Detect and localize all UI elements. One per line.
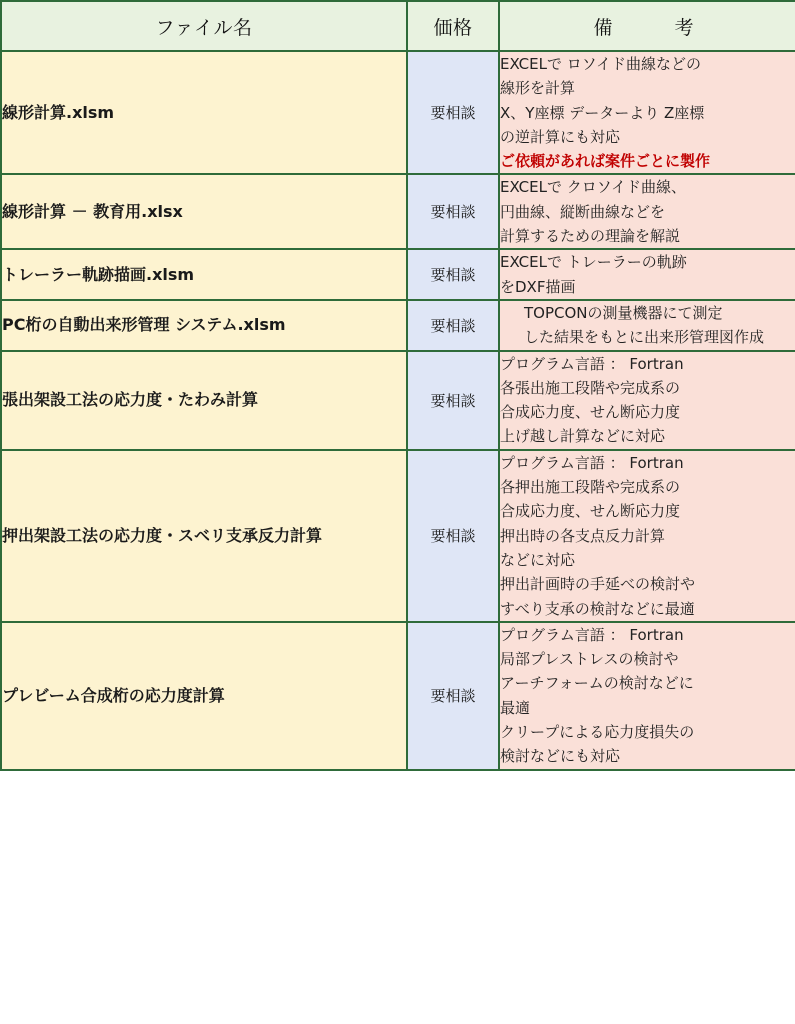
note-line: などに対応 <box>500 550 576 569</box>
note-line: 検討などにも対応 <box>500 747 621 766</box>
cell-price: 要相談 <box>407 351 499 450</box>
note-line: 線形を計算 <box>500 79 576 98</box>
note-line: EXCELで クロソイド曲線、 <box>500 178 686 197</box>
note-line: 押出時の各支点反力計算 <box>500 526 666 545</box>
note-line: の逆計算にも対応 <box>500 127 621 146</box>
note-line: プログラム言語 ： Fortran <box>500 354 684 373</box>
cell-note <box>499 351 795 450</box>
note-line: 最適 <box>500 698 531 717</box>
note-line: 局部プレストレスの検討や <box>500 650 679 669</box>
cell-note <box>499 174 795 249</box>
cell-filename: 押出架設工法の応力度・スベリ支承反力計算 <box>1 450 407 622</box>
cell-filename: 張出架設工法の応力度・たわみ計算 <box>1 351 407 450</box>
cell-price: 要相談 <box>407 51 499 174</box>
cell-price: 要相談 <box>407 450 499 622</box>
note-line: クリープによる応力度損失の <box>500 723 695 742</box>
table-header-row <box>1 1 795 51</box>
table-row <box>1 450 795 622</box>
cell-price: 要相談 <box>407 300 499 351</box>
cell-note <box>499 300 795 351</box>
cell-price: 要相談 <box>407 249 499 300</box>
note-line: 押出計画時の手延べの検討や <box>500 575 696 594</box>
table-row <box>1 351 795 450</box>
table-body <box>1 51 795 770</box>
note-line: 円曲線、縦断曲線などを <box>500 202 666 221</box>
note-line: アーチフォームの検討などに <box>500 674 694 693</box>
note-line: 各押出施工段階や完成系の <box>500 478 681 497</box>
note-line: EXCELで ロソイド曲線などの <box>500 55 701 73</box>
cell-price: 要相談 <box>407 174 499 249</box>
table-row <box>1 622 795 770</box>
note-line: した結果をもとに出来形管理図作成 <box>524 328 765 347</box>
note-line: 合成応力度、せん断応力度 <box>500 403 681 422</box>
cell-filename: PC桁の自動出来形管理 システム.xlsm <box>1 300 407 351</box>
note-line: をDXF描画 <box>500 277 576 296</box>
note-line: EXCELで トレーラーの軌跡 <box>500 253 687 272</box>
note-line: 計算するための理論を解説 <box>500 227 681 246</box>
cell-price: 要相談 <box>407 622 499 770</box>
table-row <box>1 300 795 351</box>
note-line: X、Y座標 データーより Z座標 <box>500 103 705 122</box>
column-header-price: 価格 <box>407 1 499 51</box>
note-line: 合成応力度、せん断応力度 <box>500 502 681 521</box>
cell-filename: 線形計算.xlsm <box>1 51 407 174</box>
note-line: プログラム言語 ： Fortran <box>500 625 684 644</box>
cell-note <box>499 622 795 770</box>
note-line: TOPCONの測量機器にて測定 <box>524 303 723 322</box>
table-row <box>1 174 795 249</box>
note-line: 上げ越し計算などに対応 <box>500 427 666 446</box>
cell-filename: 線形計算 － 教育用.xlsx <box>1 174 407 249</box>
table-row <box>1 51 795 174</box>
column-header-note: 備 考 <box>499 1 795 51</box>
note-line: すべり支承の検討などに最適 <box>500 599 695 618</box>
column-header-filename: ファイル名 <box>1 1 407 51</box>
note-line-highlight: ご依頼があれば案件ごとに製作 <box>500 152 711 171</box>
cell-filename: プレビーム合成桁の応力度計算 <box>1 622 407 770</box>
table-row <box>1 249 795 300</box>
cell-note <box>499 249 795 300</box>
cell-filename: トレーラー軌跡描画.xlsm <box>1 249 407 300</box>
note-line: プログラム言語 ： Fortran <box>500 453 684 472</box>
note-line: 各張出施工段階や完成系の <box>500 378 681 397</box>
cell-note <box>499 51 795 174</box>
cell-note <box>499 450 795 622</box>
